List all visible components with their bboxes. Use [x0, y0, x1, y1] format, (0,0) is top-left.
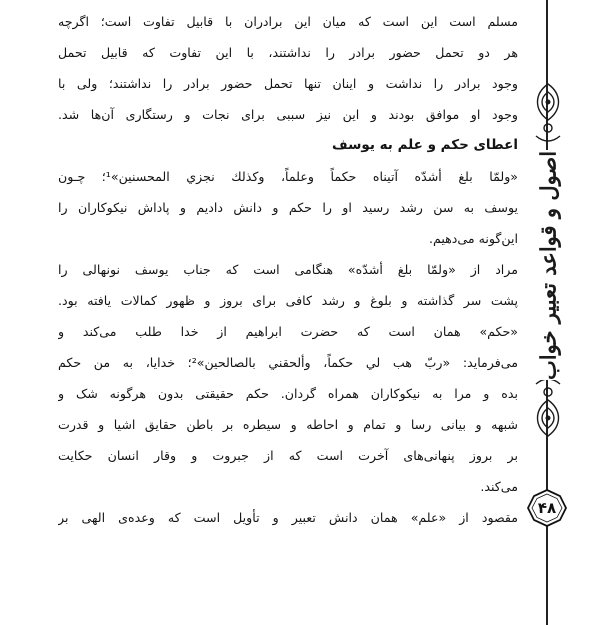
text-line: وجود برادر را نداشت و اینان تنها تحمل حضور برادر را نداشتند؛ ولی با: [58, 76, 518, 91]
text-line: بر بروز پنهانی‌های آخرت است که از جبروت و وقار انسان حکایت: [58, 448, 518, 463]
text-line: هر دو تحمل حضور برادر را نداشتند، با این تفاوت که قابیل تحمل: [58, 45, 518, 60]
text-line: این‌گونه می‌دهیم.: [428, 231, 518, 246]
text-line: مراد از «ولمّا بلغ أشدّه» هنگامی است که جناب یوسف نونهالی را: [58, 262, 518, 277]
text-line: می‌فرماید: «ربّ هب لي حكماً، وألحقني بالصالحين»²؛ خدایا، به من حکم: [58, 355, 518, 370]
text-line: مقصود از «علم» همان دانش تعبیر و تأویل است که وعده‌ی الهی بر: [58, 510, 518, 525]
text-line: «حکم» همان است که حضرت ابراهیم از خدا طلب می‌کند و: [58, 324, 518, 339]
section-heading: اعطای حکم و علم به یوسف: [332, 137, 518, 153]
text-line: مسلم است این است که میان این برادران با قابیل تفاوت است؛ اگرچه: [58, 14, 518, 29]
page-number: ۴۸: [537, 499, 557, 517]
text-line: وجود او موافق بودند و این نیز سببی برای نجات و رستگاری آن‌ها شد.: [58, 107, 518, 122]
text-line: یوسف به سن رشد رسید او را حکم و دانش دادیم و پاداش نیکوکاران را: [58, 200, 518, 215]
text-line: می‌کند.: [480, 479, 518, 494]
text-line: شبهه و بیانی رسا و تمام و احاطه و سیطره بر باطن حقایق اشیا و قدرت: [58, 417, 518, 432]
text-line: پشت سر گذاشته و بلوغ و رشد کافی برای بروز و ظهور کمالات یافته بود.: [58, 293, 518, 308]
body-text: [58, 6, 518, 533]
running-title: اصول و قواعد تعبیر خواب: [531, 150, 565, 380]
text-line: «ولمّا بلغ أشدّه آتيناه حكماً وعلماً، وكذلك نجزي المحسنين»¹؛ چـون: [58, 169, 518, 184]
text-line: بده و مرا به نیکوکاران همراه گردان. حکم حقیقتی بدون هرگونه شک و: [58, 386, 518, 401]
